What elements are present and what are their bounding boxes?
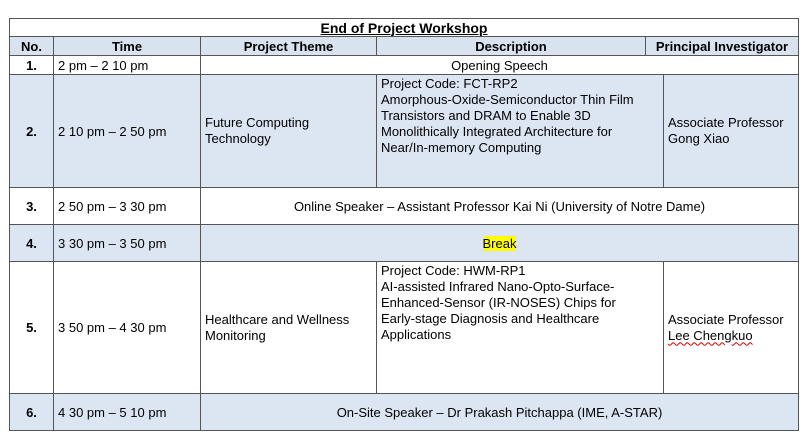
row-1-span: Opening Speech: [200, 55, 799, 75]
row-2-desc-line: Project Code: FCT-RP2: [381, 76, 518, 91]
row-5-desc-line: Applications: [381, 327, 452, 342]
row-2-desc-line: Monolithically Integrated Architecture for: [381, 124, 613, 139]
row-5-desc-line: AI-assisted Infrared Nano-Opto-Surface-: [381, 279, 615, 294]
row-5-theme: [200, 261, 377, 394]
row-5-pi: [663, 261, 799, 394]
row-5-desc-line: Early-stage Diagnosis and Healthcare: [381, 311, 600, 326]
row-4-no: 4.: [9, 224, 54, 262]
row-3-span: Online Speaker – Assistant Professor Kai Ni (University of Notre Dame): [200, 187, 799, 225]
row-5-theme-text: Healthcare and Wellness Monitoring: [205, 311, 350, 343]
row-6-time: 4 30 pm – 5 10 pm: [53, 393, 201, 431]
row-5-pi-line: Lee Chengkuo: [668, 327, 753, 343]
row-4-time: 3 30 pm – 3 50 pm: [53, 224, 201, 262]
row-2-theme: [200, 74, 377, 188]
row-2-pi-line: Associate Professor: [668, 115, 784, 130]
row-2-theme-text: Future Computing Technology: [205, 115, 310, 146]
header-no: No.: [9, 36, 54, 56]
header-description: Description: [376, 36, 646, 56]
header-time: Time: [53, 36, 201, 56]
row-2-description: [376, 74, 664, 188]
table-title-cell: [9, 18, 799, 37]
row-5-description: [376, 261, 664, 394]
row-2-time: 2 10 pm – 2 50 pm: [53, 74, 201, 188]
row-4-span: [200, 224, 799, 262]
header-principal-investigator: Principal Investigator: [645, 36, 799, 56]
row-2-pi-line: Gong Xiao: [668, 131, 730, 146]
row-2-desc-line: Near/In-memory Computing: [381, 140, 542, 155]
break-label: Break: [482, 235, 517, 251]
row-1-time: 2 pm – 2 10 pm: [53, 55, 201, 75]
table-title: End of Project Workshop: [320, 19, 488, 36]
row-6-span: On-Site Speaker – Dr Prakash Pitchappa (IME, A-STAR): [200, 393, 799, 431]
row-5-desc-line: Enhanced-Sensor (IR-NOSES) Chips for: [381, 295, 616, 310]
row-3-no: 3.: [9, 187, 54, 225]
row-2-pi: [663, 74, 799, 188]
row-2-desc-line: Amorphous-Oxide-Semiconductor Thin Film: [381, 92, 634, 107]
row-5-pi-line: Associate Professor: [668, 311, 784, 327]
row-5-desc-line: Project Code: HWM-RP1: [381, 263, 526, 278]
row-6-no: 6.: [9, 393, 54, 431]
row-5-no: 5.: [9, 261, 54, 394]
row-2-no: 2.: [9, 74, 54, 188]
row-2-desc-line: Transistors and DRAM to Enable 3D: [381, 108, 591, 123]
row-3-time: 2 50 pm – 3 30 pm: [53, 187, 201, 225]
row-1-no: 1.: [9, 55, 54, 75]
row-5-time: 3 50 pm – 4 30 pm: [53, 261, 201, 394]
header-project-theme: Project Theme: [200, 36, 377, 56]
